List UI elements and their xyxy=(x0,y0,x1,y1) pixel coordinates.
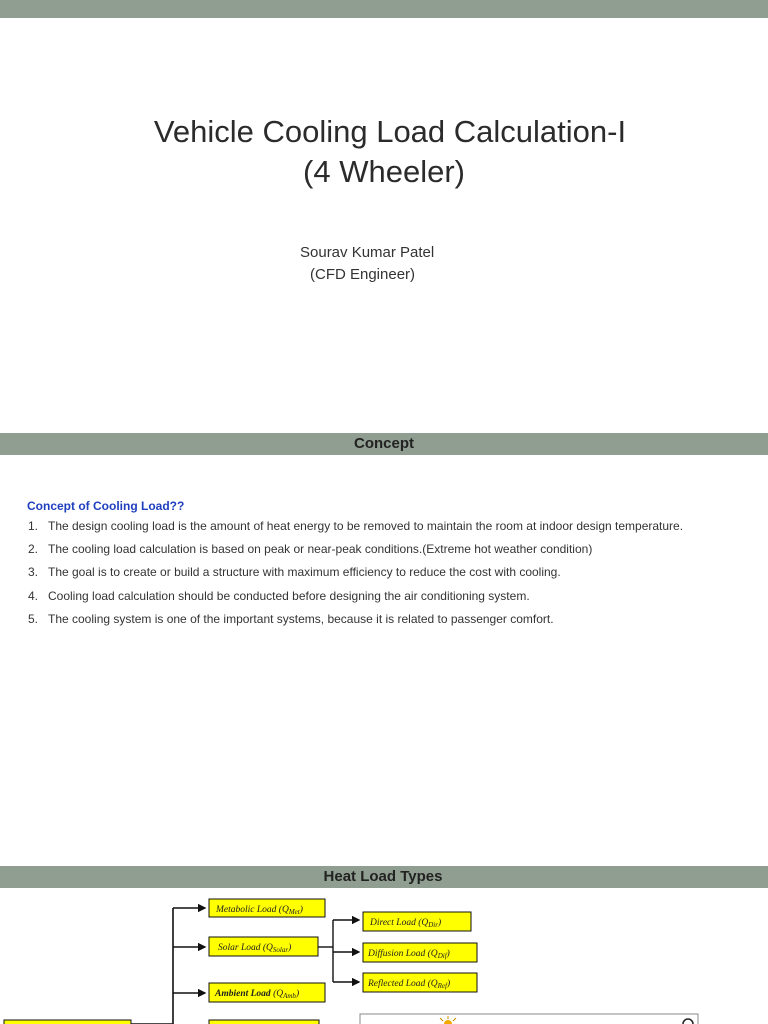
diffusion-label: Diffusion Load (Q xyxy=(368,949,438,959)
diffusion-sub: Dif xyxy=(437,952,447,960)
ambient-q: (Q xyxy=(270,989,284,999)
solar-sub: Solar xyxy=(272,946,289,954)
reflected-label: Reflected Load (Q xyxy=(368,979,438,989)
concept-header: Concept xyxy=(354,435,414,452)
metabolic-label: Metabolic Load (Q xyxy=(216,905,289,915)
direct-label: Direct Load (Q xyxy=(370,918,429,928)
list-number: 4. xyxy=(28,588,39,603)
list-item xyxy=(28,588,683,611)
total-load-box-partial xyxy=(4,1020,131,1024)
list-number: 1. xyxy=(28,519,39,533)
list-text: The cooling load calculation is based on peak or near-peak conditions.(Extreme hot weather condition) xyxy=(48,542,593,557)
metabolic-paren: ) xyxy=(299,905,303,915)
illustration-frame-partial xyxy=(360,1014,698,1024)
solar-label: Solar Load (Q xyxy=(218,943,273,953)
author-name: Sourav Kumar Patel xyxy=(300,244,435,261)
svg-text:Diffusion Load (QDif) xyxy=(367,948,450,960)
diffusion-load-box xyxy=(363,943,477,962)
reflected-sub: Ref xyxy=(437,982,447,990)
heat-load-diagram xyxy=(0,890,768,1024)
concept-list xyxy=(28,518,683,634)
direct-paren: ) xyxy=(437,918,442,928)
author-role: (CFD Engineer) xyxy=(310,266,416,283)
list-item xyxy=(28,518,683,541)
page-subtitle: (4 Wheeler) xyxy=(303,154,465,189)
reflected-load-box xyxy=(363,973,477,992)
ambient-label: Ambient Load xyxy=(215,989,271,999)
list-number: 3. xyxy=(28,565,39,580)
list-item xyxy=(28,541,683,564)
list-text: The cooling system is one of the important systems, because it is related to passenger comfort. xyxy=(48,611,554,626)
list-text: The design cooling load is the amount of heat energy to be removed to maintain the room at indoor design temperature. xyxy=(48,519,684,533)
direct-sub: Dir xyxy=(428,921,438,929)
diffusion-paren: ) xyxy=(446,949,450,959)
heat-load-header: Heat Load Types xyxy=(323,868,443,885)
metabolic-sub: Met xyxy=(288,908,300,916)
list-text: Cooling load calculation should be conducted before designing the air conditioning system. xyxy=(48,588,530,603)
list-item xyxy=(28,564,683,587)
metabolic-load-box xyxy=(209,899,325,917)
solar-paren: ) xyxy=(288,943,292,953)
reflected-paren: ) xyxy=(446,979,451,989)
list-number: 5. xyxy=(28,611,39,626)
ambient-paren: ) xyxy=(295,989,300,999)
ambient-load-box xyxy=(209,983,325,1002)
page-title: Vehicle Cooling Load Calculation-I xyxy=(153,114,627,149)
concept-subheading: Concept of Cooling Load?? xyxy=(27,499,185,513)
list-item xyxy=(28,611,683,634)
sun-icon xyxy=(440,1016,456,1024)
top-band xyxy=(0,0,768,18)
next-load-box-partial xyxy=(209,1020,319,1024)
list-number: 2. xyxy=(28,542,39,557)
solar-load-box xyxy=(209,937,318,956)
wheel-icon-partial xyxy=(683,1019,693,1024)
list-text: The goal is to create or build a structure with maximum efficiency to reduce the cost with cooling. xyxy=(48,565,561,580)
direct-load-box xyxy=(363,912,471,931)
ambient-sub: Amb xyxy=(283,992,296,1000)
